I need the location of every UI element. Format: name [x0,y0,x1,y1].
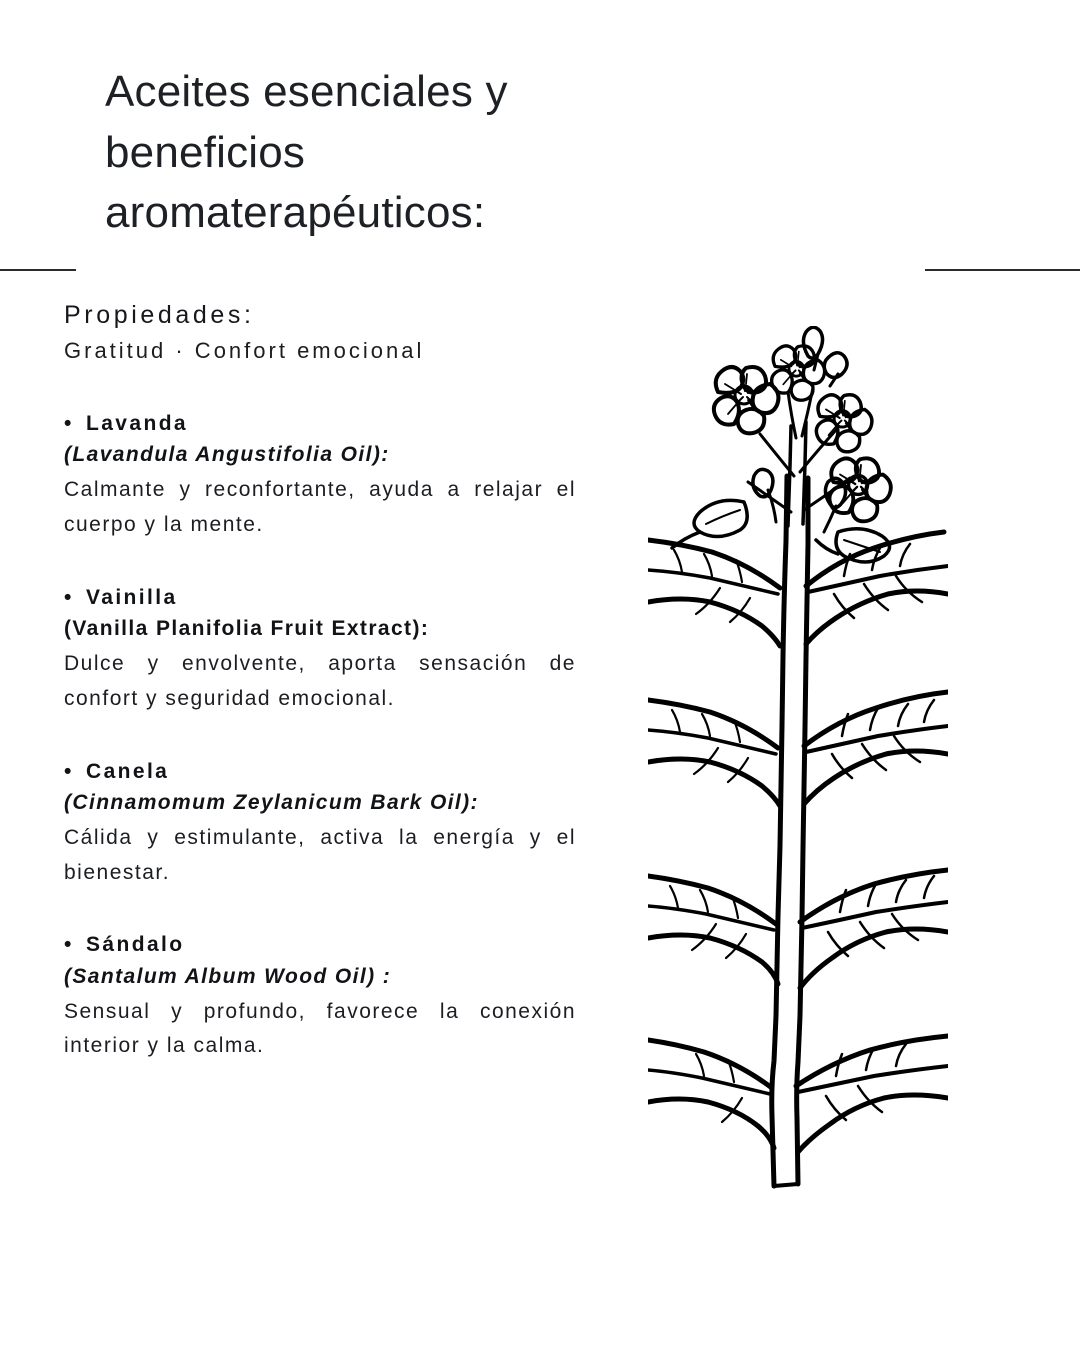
properties-heading: Propiedades: [64,301,255,329]
oil-description-lavanda: Calmante y reconfortante, ayuda a relajar el cuerpo y la mente. [64,478,576,536]
bullet-icon: • [64,759,74,783]
divider-rule-left [0,269,76,271]
bullet-icon: • [64,585,74,609]
oil-entry-canela [64,758,576,891]
oil-name-canela [64,758,576,786]
bullet-icon: • [64,411,74,435]
bullet-icon: • [64,933,74,957]
page-title: Aceites esenciales y beneficios aromaterapéuticos: [105,67,508,238]
oil-name-label: Lavanda [86,411,188,435]
properties-subtitle: Gratitud · Confort emocional [64,338,425,364]
oil-entry-vainilla [64,584,576,717]
oil-name-label: Sándalo [86,933,185,957]
divider-rule-right [925,269,1080,271]
oil-entry-lavanda [64,410,576,543]
oil-latin-canela: (Cinnamomum Zeylanicum Bark Oil): [64,790,479,814]
oil-latin-sandalo: (Santalum Album Wood Oil) : [64,964,392,988]
oil-name-lavanda [64,410,576,438]
botanical-illustration [648,326,948,1196]
oil-latin-lavanda: (Lavandula Angustifolia Oil): [64,443,390,467]
oil-name-label: Canela [86,759,170,783]
oil-description-canela: Cálida y estimulante, activa la energía y el bienestar. [64,825,576,884]
content-column [64,300,576,1064]
oil-entry-sandalo [64,931,576,1064]
oil-latin-vainilla: (Vanilla Planifolia Fruit Extract): [64,617,430,641]
oil-description-sandalo: Sensual y profundo, favorece la conexión interior y la calma. [64,999,576,1058]
oil-name-sandalo [64,931,576,959]
oil-description-vainilla: Dulce y envolvente, aporta sensación de confort y seguridad emocional. [64,651,576,710]
oil-name-label: Vainilla [86,585,178,609]
oil-name-vainilla [64,584,576,612]
